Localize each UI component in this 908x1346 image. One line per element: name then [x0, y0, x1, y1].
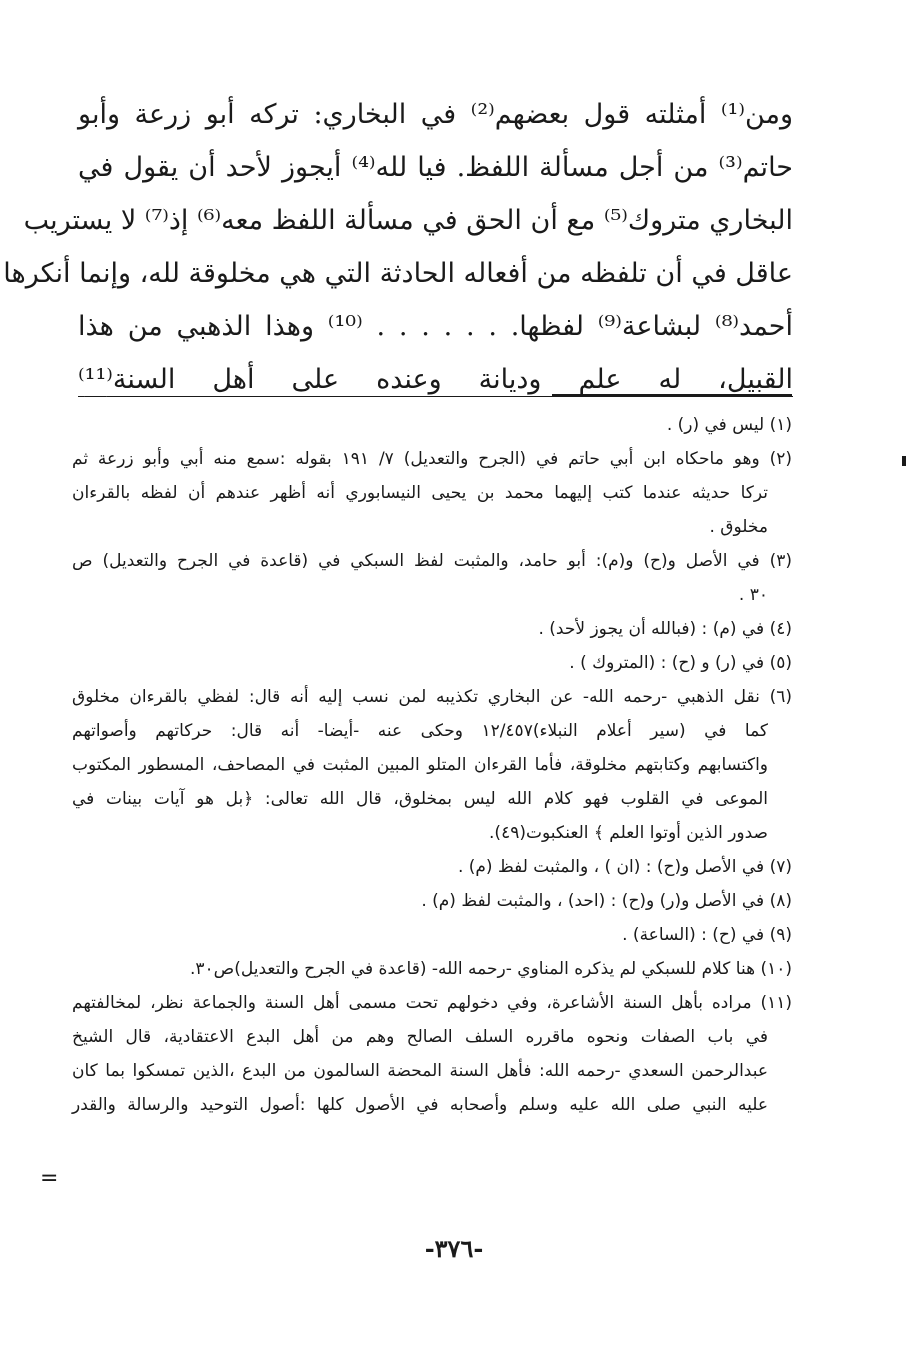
footnote-line: (١٠) هنا كلام للسبكي لم يذكره المناوي -رحمه الله- (قاعدة في الجرح والتعديل)ص٣٠.	[189, 959, 792, 979]
footnote-divider	[552, 394, 792, 396]
footnotes-section	[72, 408, 792, 1122]
footnote-line: في باب الصفات ونحوه ماقرره السلف الصالح وهم من أهل البدع الاعتقادية، قال الشيخ	[72, 1027, 768, 1047]
main-body-text	[3, 88, 793, 406]
footnote-line: الموعى في القلوب فهو كلام الله ليس بمخلوق، قال الله تعالى: ﴿بل هو آيات بينات في	[72, 789, 768, 809]
footnote-1	[72, 408, 792, 442]
margin-mark	[902, 456, 906, 466]
footnote-line: (٢) وهو ماحكاه ابن أبي حاتم في (الجرح والتعديل) ٧/ ١٩١ بقوله :سمع منه أبي وأبو زرعة ثم	[72, 449, 792, 469]
main-text-line: عاقل في أن تلفظه من أفعاله الحادثة التي هي مخلوقة لله، وإنما أنكرها	[3, 258, 793, 289]
footnote-10	[72, 952, 792, 986]
footnote-line: عليه النبي صلى الله عليه وسلم وأصحابه في الأصول كلها :أصول التوحيد والرسالة والقدر	[72, 1095, 768, 1115]
footnote-line: (٧) في الأصل و(ح) : (ان ) ، والمثبت لفظ (م) .	[457, 857, 792, 877]
footnote-line: (٩) في (ح) : (الساعة) .	[622, 925, 792, 945]
footnote-line: (٥) في (ر) و (ح) : (المتروك ) .	[569, 653, 792, 673]
main-text-line: القبيل، له علم وديانة وعنده على أهل السنة⁽¹¹⁾	[78, 364, 793, 395]
footnote-line: (١١) مراده بأهل السنة الأشاعرة، وفي دخولهم تحت مسمى أهل السنة والجماعة نظر، لمخالفتهم	[72, 993, 792, 1013]
footnote-line: (٤) في (م) : (فبالله أن يجوز لأحد) .	[538, 619, 792, 639]
continuation-mark: =	[40, 1166, 59, 1191]
footnote-4	[72, 612, 792, 646]
main-text-line: البخاري متروك⁽⁵⁾ مع أن الحق في مسألة اللفظ معه⁽⁶⁾ إذ⁽⁷⁾ لا يستريب	[23, 205, 793, 236]
footnote-6	[72, 680, 792, 850]
footnote-line: ٣٠ .	[738, 585, 768, 605]
footnote-line: (٣) في الأصل و(ح) و(م): أبو حامد، والمثبت لفظ السبكي في (قاعدة في الجرح والتعديل) ص	[72, 551, 792, 571]
main-text-line: ومن⁽¹⁾ أمثلته قول بعضهم⁽²⁾ في البخاري: تركه أبو زرعة وأبو	[78, 99, 793, 130]
footnote-7	[72, 850, 792, 884]
footnote-11	[72, 986, 792, 1122]
footnote-9	[72, 918, 792, 952]
footnote-line: واكتسابهم وكتابتهم مخلوقة، فأما القرءان المتلو المبين المثبت في المصاحف، المسطور المكتوب	[72, 755, 768, 775]
footnote-line: صدور الذين أوتوا العلم ﴾ العنكبوت(٤٩).	[489, 823, 768, 843]
footnote-line: مخلوق .	[709, 517, 768, 537]
footnote-2	[72, 442, 792, 544]
footnote-3	[72, 544, 792, 612]
page-number: -٣٧٦-	[424, 1234, 484, 1263]
footnote-line: عبدالرحمن السعدي -رحمه الله: فأهل السنة المحضة السالمون من البدع ،الذين تمسكوا بما كان	[72, 1061, 768, 1081]
footnote-8	[72, 884, 792, 918]
footnote-line: (٨) في الأصل و(ر) و(ح) : (احد) ، والمثبت لفظ (م) .	[421, 891, 792, 911]
footnote-line: كما في (سير أعلام النبلاء)١٢/٤٥٧ وحكى عنه -أيضا- أنه قال: حركاتهم وأصواتهم	[72, 721, 769, 741]
main-text-line: حاتم⁽³⁾ من أجل مسألة اللفظ. فيا لله⁽⁴⁾ أيجوز لأحد أن يقول في	[78, 152, 793, 183]
main-text-line: أحمد⁽⁸⁾ لبشاعة⁽⁹⁾ لفظها. . . . . . . ⁽¹⁰⁾ وهذا الذهبي من هذا	[78, 311, 793, 342]
footnote-line: (١) ليس في (ر) .	[666, 415, 792, 435]
footnote-line: (٦) نقل الذهبي -رحمه الله- عن البخاري تكذيبه لمن نسب إليه أنه قال: لفظي بالقرءان مخلوق	[72, 687, 792, 707]
footnote-5	[72, 646, 792, 680]
footnote-line: تركا حديثه عندما كتب إليهما محمد بن يحيى النيسابوري أنه أظهر عندهم أن لفظه بالقرءان	[72, 483, 768, 503]
